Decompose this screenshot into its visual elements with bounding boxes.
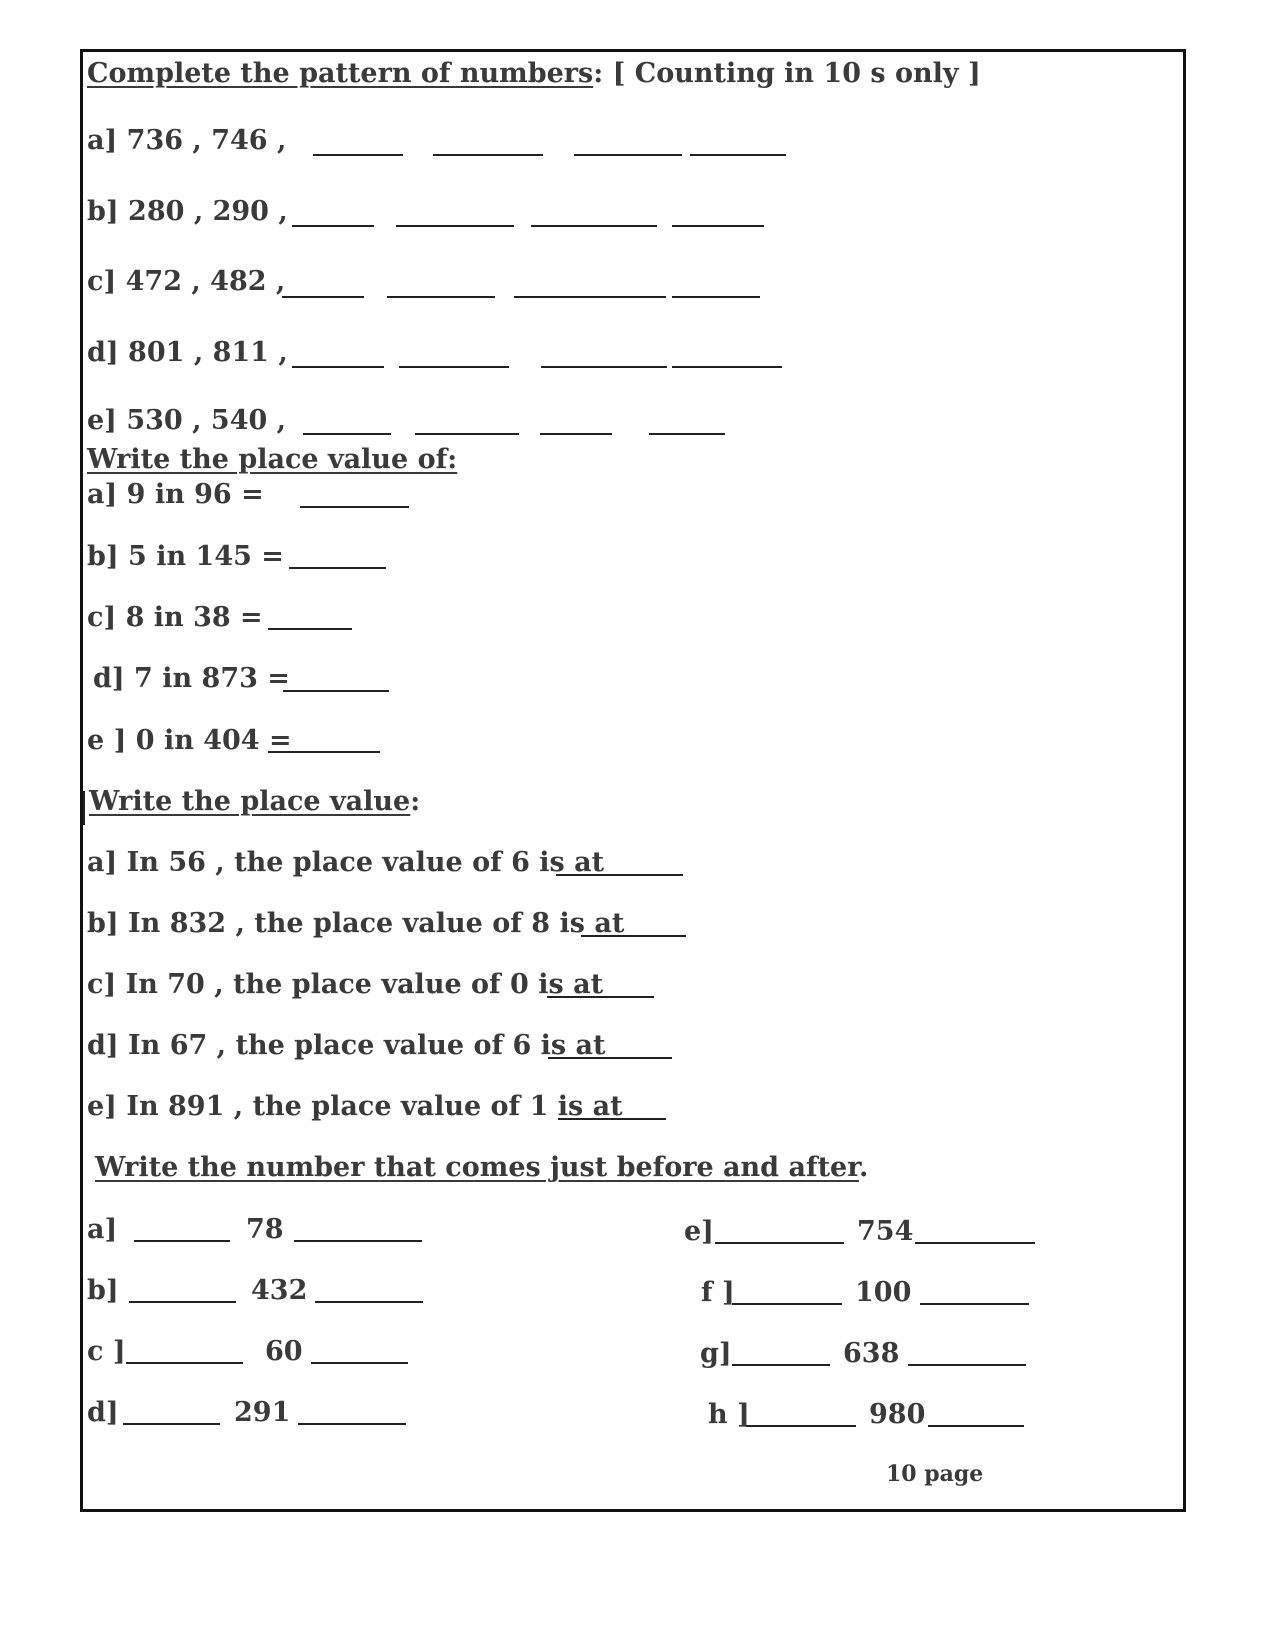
pattern-heading	[87, 60, 981, 87]
answer-blank[interactable]	[300, 506, 409, 508]
place-value-row-b: b] In 832 , the place value of 8 is at	[87, 908, 625, 939]
answer-blank[interactable]	[294, 1240, 422, 1242]
before-after-number-b: 432	[251, 1275, 308, 1306]
page-number: 10 page	[886, 1461, 984, 1487]
answer-blank[interactable]	[134, 1240, 230, 1242]
before-after-label-g: g]	[700, 1338, 732, 1369]
before-after-number-h: 980	[869, 1399, 926, 1430]
before-after-number-c: 60	[265, 1336, 303, 1367]
answer-blank[interactable]	[311, 1362, 408, 1364]
answer-blank[interactable]	[558, 1118, 666, 1120]
answer-blank[interactable]	[129, 1301, 236, 1303]
before-after-number-f: 100	[855, 1277, 912, 1308]
before-after-number-g: 638	[843, 1338, 900, 1369]
before-after-label-b: b]	[87, 1275, 119, 1306]
before-after-number-e: 754	[857, 1216, 914, 1247]
place-value-of-heading: Write the place value of:	[87, 444, 458, 475]
answer-blank[interactable]	[908, 1364, 1026, 1366]
answer-blank[interactable]	[396, 225, 514, 227]
answer-blank[interactable]	[581, 935, 686, 937]
answer-blank[interactable]	[732, 1303, 842, 1305]
answer-blank[interactable]	[574, 154, 682, 156]
before-after-number-a: 78	[246, 1214, 284, 1245]
pattern-row-c: c] 472 , 482 ,	[87, 266, 286, 297]
answer-blank[interactable]	[292, 366, 384, 368]
margin-mark	[83, 791, 85, 825]
answer-blank[interactable]	[283, 690, 389, 692]
answer-blank[interactable]	[514, 296, 666, 298]
answer-blank[interactable]	[399, 366, 509, 368]
answer-blank[interactable]	[387, 296, 495, 298]
before-after-label-f: f ]	[701, 1277, 735, 1308]
answer-blank[interactable]	[289, 567, 386, 569]
answer-blank[interactable]	[547, 996, 654, 998]
answer-blank[interactable]	[649, 433, 725, 435]
place-value-of-row-e: e ] 0 in 404 =	[87, 725, 292, 756]
pattern-row-e: e] 530 , 540 ,	[87, 405, 287, 436]
pattern-row-b: b] 280 , 290 ,	[87, 196, 288, 227]
pattern-heading-rest: : [ Counting in 10 s only ]	[593, 58, 981, 89]
answer-blank[interactable]	[292, 225, 374, 227]
answer-blank[interactable]	[715, 1242, 844, 1244]
place-value-row-e: e] In 891 , the place value of 1 is at	[87, 1091, 623, 1122]
answer-blank[interactable]	[303, 433, 391, 435]
answer-blank[interactable]	[920, 1303, 1029, 1305]
answer-blank[interactable]	[268, 628, 352, 630]
place-value-row-c: c] In 70 , the place value of 0 is at	[87, 969, 604, 1000]
answer-blank[interactable]	[556, 874, 683, 876]
place-value-heading-colon: :	[410, 786, 421, 817]
before-after-label-c: c ]	[87, 1336, 126, 1367]
pattern-heading-underlined: Complete the pattern of numbers	[87, 58, 594, 89]
answer-blank[interactable]	[126, 1362, 243, 1364]
answer-blank[interactable]	[433, 154, 543, 156]
place-value-heading-underlined: Write the place value	[89, 786, 411, 817]
answer-blank[interactable]	[123, 1423, 220, 1425]
answer-blank[interactable]	[746, 1425, 856, 1427]
answer-blank[interactable]	[672, 366, 782, 368]
place-value-of-row-b: b] 5 in 145 =	[87, 541, 284, 572]
before-after-heading-underlined: Write the number that comes just before and after	[95, 1152, 859, 1183]
answer-blank[interactable]	[298, 1423, 406, 1425]
place-value-row-d: d] In 67 , the place value of 6 is at	[87, 1030, 606, 1061]
pattern-row-a: a] 736 , 746 ,	[87, 125, 287, 156]
before-after-heading-dot: .	[858, 1152, 869, 1183]
answer-blank[interactable]	[732, 1364, 830, 1366]
answer-blank[interactable]	[268, 751, 380, 753]
answer-blank[interactable]	[541, 366, 667, 368]
answer-blank[interactable]	[531, 225, 657, 227]
place-value-of-row-c: c] 8 in 38 =	[87, 602, 263, 633]
answer-blank[interactable]	[315, 1301, 423, 1303]
answer-blank[interactable]	[915, 1242, 1035, 1244]
before-after-number-d: 291	[234, 1397, 291, 1428]
answer-blank[interactable]	[672, 225, 764, 227]
answer-blank[interactable]	[540, 433, 612, 435]
place-value-heading	[89, 788, 420, 815]
before-after-label-h: h ]	[708, 1399, 750, 1430]
place-value-of-row-a: a] 9 in 96 =	[87, 479, 264, 510]
answer-blank[interactable]	[548, 1057, 672, 1059]
answer-blank[interactable]	[313, 154, 403, 156]
before-after-label-d: d]	[87, 1397, 119, 1428]
pattern-row-d: d] 801 , 811 ,	[87, 337, 288, 368]
answer-blank[interactable]	[690, 154, 786, 156]
place-value-row-a: a] In 56 , the place value of 6 is at	[87, 847, 605, 878]
answer-blank[interactable]	[282, 296, 364, 298]
before-after-heading	[95, 1154, 868, 1181]
before-after-label-e: e]	[684, 1216, 714, 1247]
answer-blank[interactable]	[415, 433, 519, 435]
answer-blank[interactable]	[928, 1425, 1024, 1427]
answer-blank[interactable]	[672, 296, 760, 298]
before-after-label-a: a]	[87, 1214, 118, 1245]
place-value-of-row-d: d] 7 in 873 =	[93, 663, 290, 694]
